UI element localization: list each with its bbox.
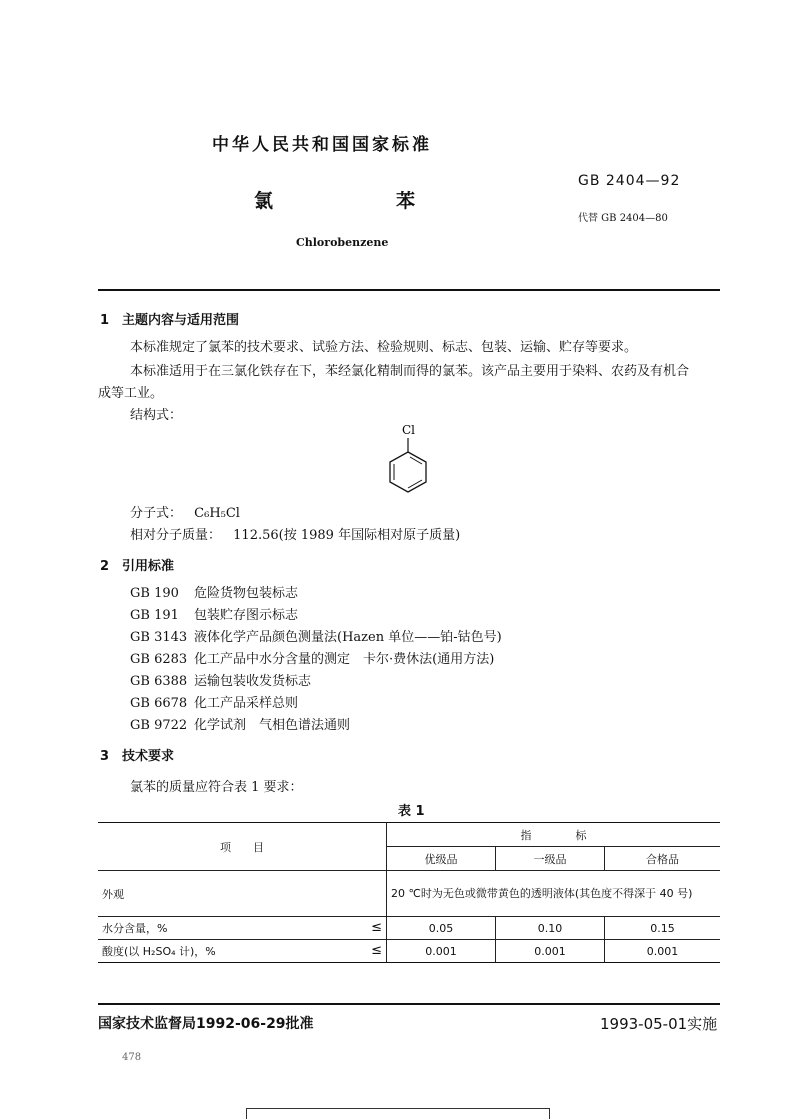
chlorine-label: Cl bbox=[402, 423, 416, 437]
appearance-label: 外观 bbox=[98, 871, 387, 917]
section1-para2-line2: 成等工业。 bbox=[98, 386, 164, 401]
title-char-2: 苯 bbox=[396, 190, 416, 212]
title-char-1: 氯 bbox=[254, 190, 274, 212]
section1-para1: 本标准规定了氯苯的技术要求、试验方法、检验规则、标志、包装、运输、贮存等要求。 bbox=[130, 340, 638, 355]
reference-item: GB 6388 运输包装收发货标志 bbox=[130, 674, 312, 689]
reference-item: GB 6678 化工产品采样总则 bbox=[130, 696, 299, 711]
national-standard-title: 中华人民共和国国家标准 bbox=[212, 135, 432, 155]
grade-header: 合格品 bbox=[605, 847, 721, 871]
reference-item: GB 191 包装贮存图示标志 bbox=[130, 608, 299, 623]
section3-heading: 3 技术要求 bbox=[100, 749, 175, 764]
mass-line bbox=[130, 524, 460, 543]
appearance-value: 20 ℃时为无色或微带黄色的透明液体(其色度不得深于 40 号) bbox=[387, 871, 721, 917]
header-divider bbox=[98, 289, 720, 291]
english-title: Chlorobenzene bbox=[296, 236, 389, 249]
gb-number: GB 2404—92 bbox=[578, 173, 681, 189]
table-row: 水分含量，% ≤ 0.05 0.10 0.15 bbox=[98, 917, 720, 940]
section1-heading: 1 主题内容与适用范围 bbox=[100, 313, 240, 328]
page-number: 478 bbox=[122, 1052, 142, 1063]
reference-item: GB 6283 化工产品中水分含量的测定 卡尔·费休法(通用方法) bbox=[130, 652, 495, 667]
replaces-note: 代替 GB 2404—80 bbox=[578, 213, 668, 224]
formula-label: 分子式： bbox=[130, 506, 183, 521]
approval-note: 国家技术监督局1992-06-29批准 bbox=[98, 1016, 314, 1032]
footer-divider bbox=[98, 1003, 720, 1005]
grade-header: 优级品 bbox=[387, 847, 496, 871]
section2-heading: 2 引用标准 bbox=[100, 559, 175, 574]
formula-line bbox=[130, 502, 240, 521]
reference-item: GB 3143 液体化学产品颜色测量法(Hazen 单位——铂-钴色号) bbox=[130, 630, 502, 645]
quality-table bbox=[98, 822, 720, 963]
molecular-formula: C₆H₅Cl bbox=[194, 506, 240, 521]
structure-label: 结构式： bbox=[130, 408, 183, 423]
grade-header: 一级品 bbox=[496, 847, 605, 871]
reference-list bbox=[130, 583, 502, 737]
index-header: 指 标 bbox=[387, 823, 721, 847]
benzene-ring-structure bbox=[378, 422, 438, 502]
table-row: 酸度(以 H₂SO₄ 计)，% ≤ 0.001 0.001 0.001 bbox=[98, 940, 720, 963]
section3-intro: 氯苯的质量应符合表 1 要求： bbox=[130, 780, 303, 795]
section1-para2-line1: 本标准适用于在三氯化铁存在下，苯经氯化精制而得的氯苯。该产品主要用于染料、农药及有机合 bbox=[130, 364, 690, 379]
mass-label: 相对分子质量： bbox=[130, 528, 222, 543]
implementation-date: 1993-05-01实施 bbox=[600, 1015, 718, 1033]
mass-value: 112.56(按 1989 年国际相对原子质量) bbox=[233, 528, 461, 543]
reference-item: GB 9722 化学试剂 气相色谱法通则 bbox=[130, 718, 351, 733]
table-title: 表 1 bbox=[398, 804, 425, 819]
reference-item: GB 190 危险货物包装标志 bbox=[130, 586, 299, 601]
item-header: 项 目 bbox=[98, 823, 387, 871]
